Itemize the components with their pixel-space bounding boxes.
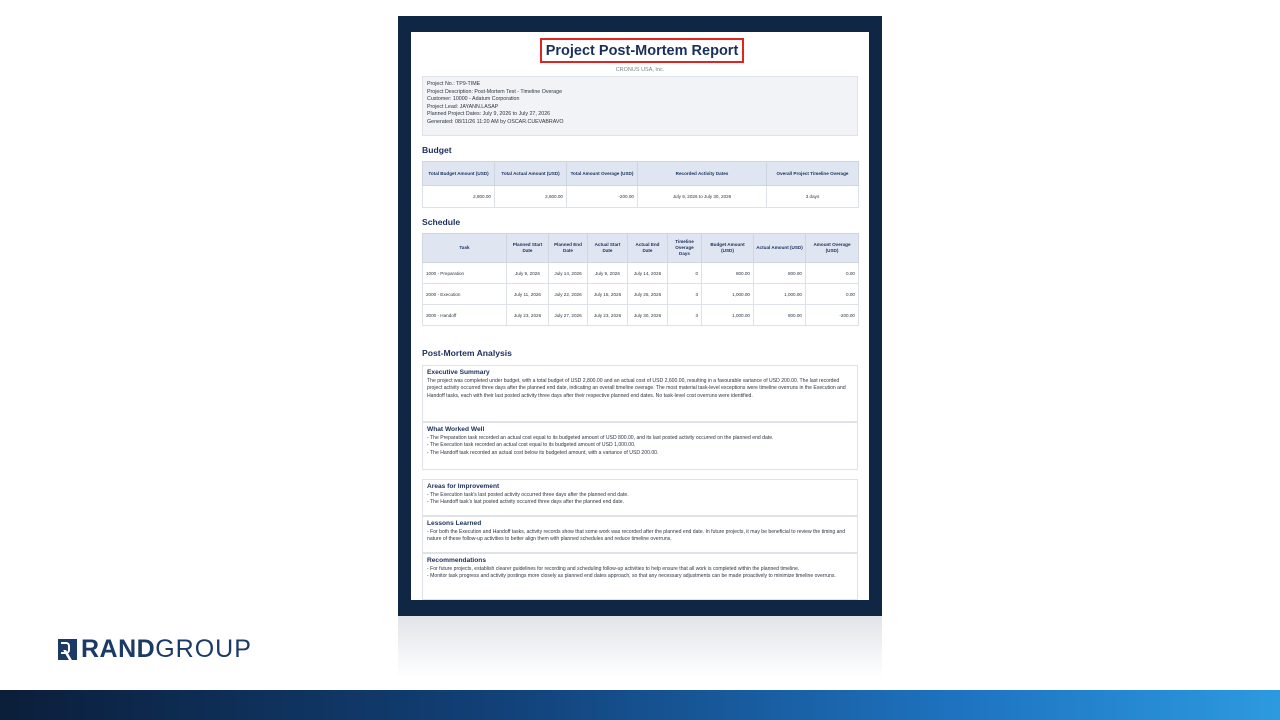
executive-summary-section	[422, 365, 858, 422]
list-item: - The Handoff task recorded an actual cost below its budgeted amount, with a variance of USD 200.00.	[427, 449, 659, 456]
table-cell: 800.00	[754, 305, 806, 326]
section-title: Areas for Improvement	[427, 483, 500, 490]
table-header: Task	[423, 234, 507, 263]
table-cell: July 9, 2026 to July 30, 2026	[638, 186, 767, 208]
table-cell: -200.00	[806, 305, 859, 326]
table-cell: July 23, 2026	[507, 305, 549, 326]
title-highlight-box	[540, 38, 744, 63]
table-cell: July 25, 2026	[628, 284, 668, 305]
table-row	[423, 284, 859, 305]
table-cell: 3 days	[767, 186, 859, 208]
table-header: Planned Start Date	[507, 234, 549, 263]
section-title: Recommendations	[427, 557, 486, 564]
table-cell: 0.00	[806, 263, 859, 284]
project-info-box	[422, 76, 858, 136]
table-header: Planned End Date	[549, 234, 588, 263]
info-line: Project Description: Post-Mortem Test - Timeline Overage	[427, 88, 563, 95]
schedule-heading: Schedule	[422, 217, 461, 227]
list-item: - For future projects, establish clearer guidelines for recording and scheduling follow-up activities to help ensure that all work is completed within the planned timeline.	[427, 566, 800, 572]
table-cell: 0	[668, 263, 702, 284]
info-line: Generated: 08/11/26 11:20 AM by OSCAR.CUEVABRAVO	[427, 118, 564, 125]
table-cell: 0.00	[806, 284, 859, 305]
table-header: Actual End Date	[628, 234, 668, 263]
table-cell: 3	[668, 284, 702, 305]
recommendations-section	[422, 553, 858, 600]
table-cell: July 14, 2026	[549, 263, 588, 284]
table-cell: 800.00	[754, 263, 806, 284]
table-header: Recorded Activity Dates	[638, 162, 767, 186]
table-header: Total Budget Amount (USD)	[423, 162, 495, 186]
info-line: Project Lead: JAYANN.LASAP	[427, 103, 499, 110]
info-line: Customer: 10000 - Adatum Corporation	[427, 96, 520, 102]
info-line: Planned Project Dates: July 9, 2026 to July 27, 2026	[427, 111, 551, 117]
table-cell: -200.00	[567, 186, 638, 208]
table-cell: 1,000.00	[702, 305, 754, 326]
table-cell: July 30, 2026	[628, 305, 668, 326]
list-item: - The Handoff task's last posted activity occurred three days after the planned end date.	[427, 499, 625, 506]
improvement-section	[422, 479, 858, 516]
logo-text-light: GROUP	[155, 634, 252, 663]
table-cell: July 27, 2026	[549, 305, 588, 326]
table-cell: July 15, 2026	[588, 284, 628, 305]
budget-table	[422, 161, 859, 208]
logo-text-bold: RAND	[81, 634, 156, 663]
randgroup-logo	[58, 636, 252, 662]
report-document	[398, 16, 882, 616]
table-header: Overall Project Timeline Overage	[767, 162, 859, 186]
analysis-heading: Post-Mortem Analysis	[422, 348, 512, 358]
info-line: Project No.: TP9-TIME	[427, 81, 481, 87]
table-cell: July 14, 2026	[628, 263, 668, 284]
table-cell: July 9, 2026	[588, 263, 628, 284]
table-row	[423, 263, 859, 284]
section-text: The project was completed under budget, with a total budget of USD 2,800.00 and an actual cost of USD 2,600.00, resulting in a favourable variance of USD 200.00. The last recorded project activity occurred three days after the planned end date, indicating an overall timeline overage. The most material task-level exceptions were timeline overruns in the Execution and Handoff tasks, each with their last posted activity three days after their respective planned end dates. No task-level cost overruns were identified.	[427, 378, 846, 399]
document-reflection	[398, 616, 882, 678]
r-logo-icon	[58, 639, 77, 660]
table-cell: 1,000.00	[702, 284, 754, 305]
table-cell: July 22, 2026	[549, 284, 588, 305]
table-cell: 2,600.00	[495, 186, 567, 208]
schedule-header-row	[423, 234, 859, 263]
section-title: Lessons Learned	[427, 520, 482, 527]
table-cell: 1,000.00	[754, 284, 806, 305]
table-cell: 1000 - Preparation	[423, 263, 507, 284]
table-header: Total Amount Overage (USD)	[567, 162, 638, 186]
section-title: What Worked Well	[427, 426, 485, 433]
worked-well-section	[422, 422, 858, 470]
table-header: Actual Amount (USD)	[754, 234, 806, 263]
table-cell: 800.00	[702, 263, 754, 284]
budget-header-row	[423, 162, 859, 186]
table-row	[423, 186, 859, 208]
section-title: Executive Summary	[427, 369, 490, 376]
schedule-table	[422, 233, 859, 326]
table-header: Total Actual Amount (USD)	[495, 162, 567, 186]
report-page	[411, 32, 869, 600]
table-cell: 2000 - Execution	[423, 284, 507, 305]
table-header: Timeline Overage Days	[668, 234, 702, 263]
table-cell: 2,800.00	[423, 186, 495, 208]
lessons-section	[422, 516, 858, 553]
list-item: - Monitor task progress and activity postings more closely as planned end dates approach, so that any necessary adjustments can be made proactively to minimize timeline overruns.	[427, 573, 836, 580]
list-item: - The Preparation task recorded an actual cost equal to its budgeted amount of USD 800.00, and its last posted activity occurred on the planned end date.	[427, 435, 774, 441]
table-cell: July 9, 2026	[507, 263, 549, 284]
table-row	[423, 305, 859, 326]
section-text: - For both the Execution and Handoff tasks, activity records show that some work was recorded after the planned end date. In future projects, it may be beneficial to review the timing and nature of these follow-up activities to better align them with planned schedules and reduce timeline overruns.	[427, 529, 846, 543]
table-header: Actual Start Date	[588, 234, 628, 263]
table-cell: 3	[668, 305, 702, 326]
table-cell: 3000 - Handoff	[423, 305, 507, 326]
list-item: - The Execution task's last posted activity occurred three days after the planned end date.	[427, 492, 629, 498]
table-cell: July 11, 2026	[507, 284, 549, 305]
table-header: Amount Overage (USD)	[806, 234, 859, 263]
footer-gradient-bar	[0, 690, 1280, 720]
company-name: CRONUS USA, Inc.	[615, 67, 665, 73]
table-header: Budget Amount (USD)	[702, 234, 754, 263]
budget-heading: Budget	[422, 145, 452, 155]
table-cell: July 23, 2026	[588, 305, 628, 326]
report-title: Project Post-Mortem Report	[545, 42, 739, 59]
list-item: - The Execution task recorded an actual cost equal to its budgeted amount of USD 1,000.00.	[427, 442, 636, 449]
